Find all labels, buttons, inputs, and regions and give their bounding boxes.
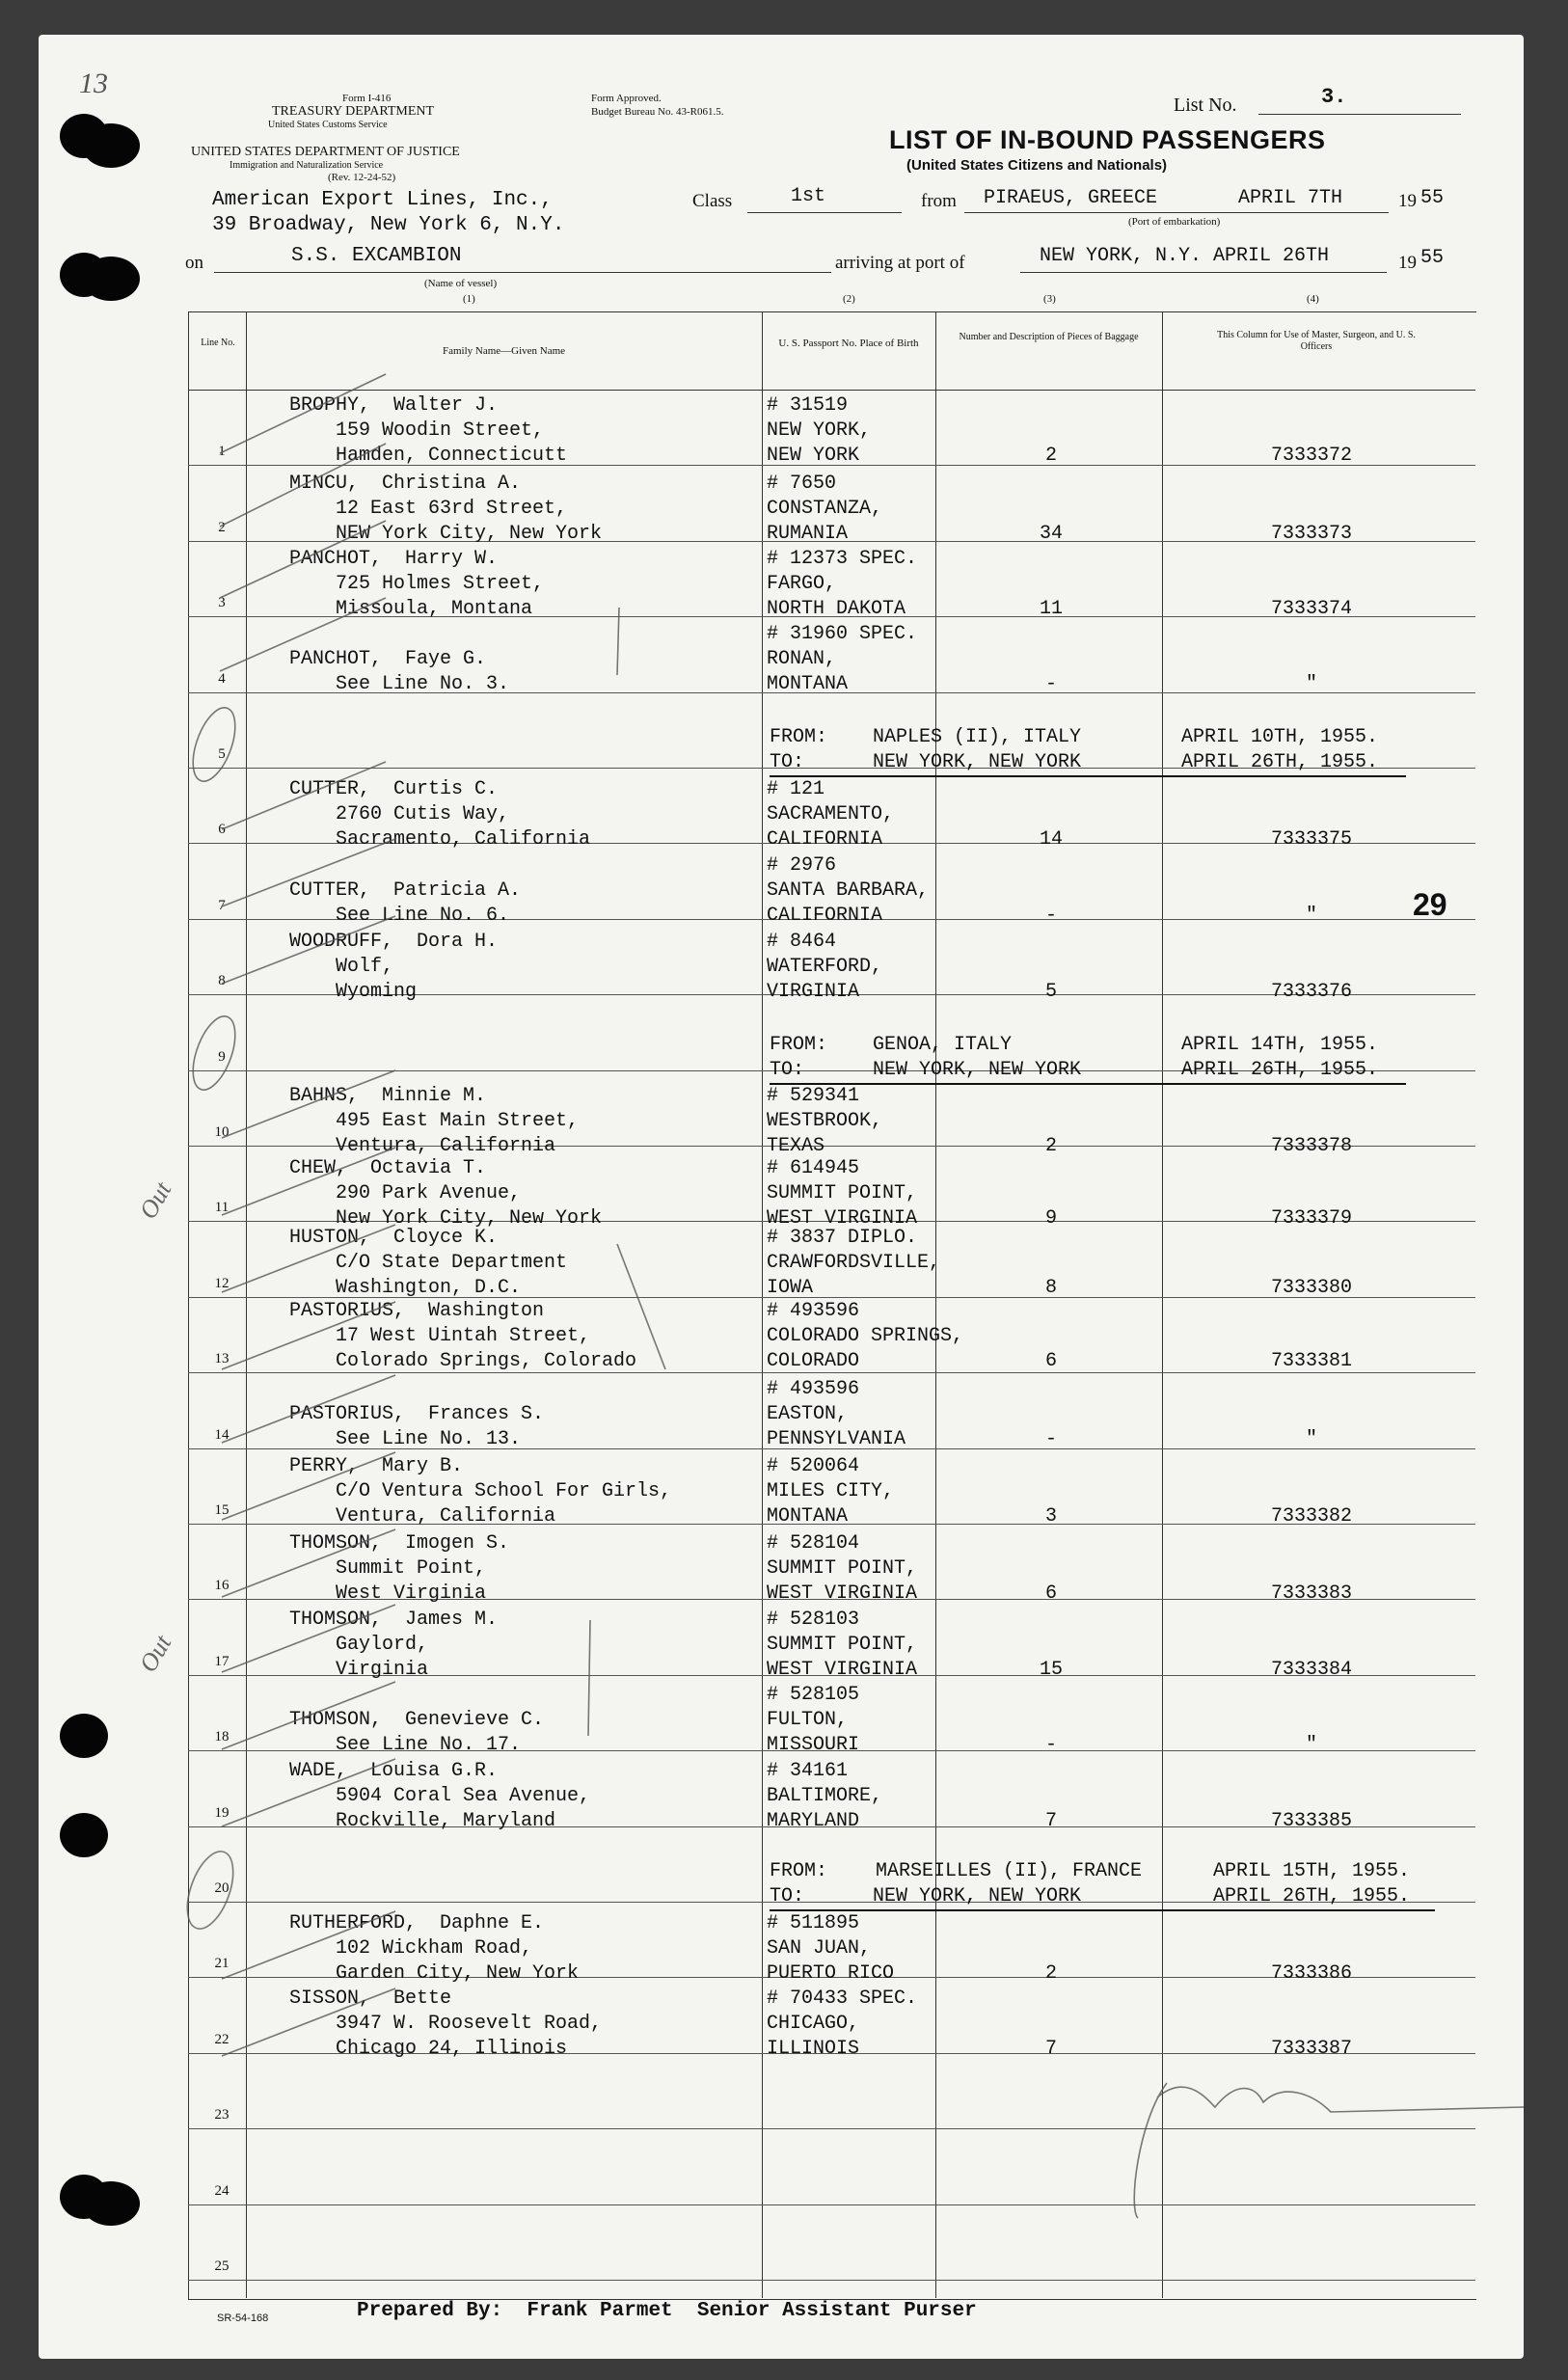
from-label: from [921, 191, 957, 211]
baggage-count: - [1044, 905, 1057, 927]
route-to-label: TO: [770, 751, 805, 773]
vessel-name: S.S. EXCAMBION [291, 245, 462, 267]
passport-birthplace: # 493596 COLORADO SPRINGS, COLORADO [767, 1300, 964, 1372]
baggage-count: 34 [1039, 523, 1063, 545]
line-number: 13 [214, 1351, 230, 1367]
col-header-baggage: Number and Description of Pieces of Baggage [959, 332, 1139, 342]
customs-label: United States Customs Service [268, 120, 388, 130]
officer-number: 7333382 [1270, 1505, 1352, 1528]
route-to-date: APRIL 26TH, 1955. [1181, 751, 1379, 773]
class-label: Class [692, 191, 733, 211]
officer-number: 7333375 [1270, 828, 1352, 851]
baggage-count: - [1044, 1428, 1057, 1450]
company-line2: 39 Broadway, New York 6, N.Y. [212, 214, 565, 236]
officer-number: 7333376 [1270, 981, 1352, 1003]
officer-number: 7333383 [1270, 1582, 1352, 1605]
passport-birthplace: # 529341 WESTBROOK, TEXAS [767, 1085, 883, 1157]
passenger-name-address: RUTHERFORD, Daphne E. 102 Wickham Road, Garden City, New York [289, 1912, 580, 1985]
route-underline [770, 1909, 1435, 1911]
line-number: 16 [214, 1578, 230, 1594]
route-underline [770, 775, 1406, 777]
passenger-name-address: PANCHOT, Faye G. See Line No. 3. [289, 648, 510, 695]
line-number: 25 [214, 2258, 230, 2274]
baggage-count: 2 [1044, 1135, 1057, 1157]
baggage-count: - [1044, 1734, 1057, 1756]
form-title: LIST OF IN-BOUND PASSENGERS [889, 125, 1326, 154]
line-number: 22 [214, 2031, 230, 2047]
line-number: 18 [214, 1729, 230, 1745]
line-number: 5 [218, 746, 226, 762]
baggage-count: 2 [1044, 445, 1057, 467]
officer-number: 7333385 [1270, 1810, 1352, 1832]
passport-birthplace: # 528104 SUMMIT POINT, WEST VIRGINIA [767, 1532, 918, 1605]
passport-birthplace: # 8464 WATERFORD, VIRGINIA [767, 931, 883, 1003]
corner-mark: 13 [79, 68, 108, 99]
baggage-count: 11 [1039, 598, 1063, 620]
list-no-label: List No. [1174, 95, 1237, 116]
arr-year: 55 [1420, 247, 1445, 269]
baggage-count: 15 [1039, 1659, 1063, 1681]
passport-birthplace: # 528103 SUMMIT POINT, WEST VIRGINIA [767, 1609, 918, 1681]
passport-birthplace: # 31519 NEW YORK, NEW YORK [767, 394, 872, 467]
baggage-count: 8 [1044, 1277, 1057, 1299]
officer-number: " [1305, 905, 1317, 927]
route-to-place: NEW YORK, NEW YORK [873, 1885, 1082, 1907]
officer-number: 7333381 [1270, 1350, 1352, 1372]
col-number-4: (4) [1307, 293, 1319, 305]
form-subtitle: (United States Citizens and Nationals) [906, 157, 1168, 174]
line-number: 8 [218, 973, 226, 989]
officer-number: 7333384 [1270, 1659, 1352, 1681]
form-number: Form I-416 [342, 93, 392, 104]
list-no-value: 3. [1321, 85, 1347, 109]
vessel-label: (Name of vessel) [424, 278, 498, 289]
binder-hole [82, 257, 140, 301]
col-header-passport: U. S. Passport No. Place of Birth [778, 338, 919, 349]
ins-label: Immigration and Naturalization Service [230, 160, 384, 171]
passenger-name-address: WADE, Louisa G.R. 5904 Coral Sea Avenue, Rockville, Maryland [289, 1760, 591, 1832]
passport-birthplace: # 34161 BALTIMORE, MARYLAND [767, 1760, 883, 1832]
passenger-name-address: THOMSON, Genevieve C. See Line No. 17. [289, 1709, 545, 1756]
line-number: 2 [218, 519, 226, 535]
line-number: 23 [214, 2107, 230, 2123]
officer-number: 7333372 [1270, 445, 1352, 467]
binder-hole [82, 123, 140, 168]
officer-number: 7333379 [1270, 1207, 1352, 1230]
treasury-label: TREASURY DEPARTMENT [272, 104, 435, 119]
line-number: 17 [214, 1653, 230, 1669]
baggage-count: 6 [1044, 1350, 1057, 1372]
route-to-place: NEW YORK, NEW YORK [873, 751, 1082, 773]
route-from-date: APRIL 10TH, 1955. [1181, 726, 1379, 748]
col-header-name: Family Name—Given Name [442, 345, 566, 357]
baggage-count: 2 [1044, 1962, 1057, 1985]
passenger-name-address: WOODRUFF, Dora H. Wolf, Wyoming [289, 931, 499, 1003]
line-number: 20 [214, 1880, 230, 1896]
officer-number: " [1305, 1734, 1317, 1756]
company-line1: American Export Lines, Inc., [212, 189, 553, 211]
route-to-label: TO: [770, 1059, 805, 1081]
line-number: 11 [214, 1200, 230, 1216]
route-to-label: TO: [770, 1885, 805, 1907]
route-from-label: FROM: [770, 1034, 828, 1056]
route-from-place: GENOA, ITALY [873, 1034, 1013, 1056]
binder-hole [60, 1714, 108, 1758]
class-value: 1st [791, 185, 826, 207]
officer-number: 7333387 [1270, 2038, 1352, 2060]
passenger-name-address: PASTORIUS, Washington 17 West Uintah Street, Colorado Springs, Colorado [289, 1300, 637, 1372]
baggage-count: 7 [1044, 1810, 1057, 1832]
binder-hole [82, 2181, 140, 2226]
passenger-name-address: HUSTON, Cloyce K. C/O State Department Washington, D.C. [289, 1227, 568, 1299]
passenger-name-address: CUTTER, Curtis C. 2760 Cutis Way, Sacramento, California [289, 778, 591, 851]
baggage-count: - [1044, 673, 1057, 695]
arr-year-prefix: 19 [1398, 253, 1417, 273]
officer-number: 7333374 [1270, 598, 1352, 620]
route-from-date: APRIL 15TH, 1955. [1213, 1860, 1411, 1882]
col-header-officers: This Column for Use of Master, Surgeon, and U. S. Officers [1217, 330, 1416, 352]
officer-number: 7333386 [1270, 1962, 1352, 1985]
revision-label: (Rev. 12-24-52) [328, 172, 396, 183]
justice-label: UNITED STATES DEPARTMENT OF JUSTICE [191, 145, 460, 159]
port-embark-label: (Port of embarkation) [1128, 216, 1221, 228]
budget-bureau: Budget Bureau No. 43-R061.5. [591, 106, 724, 118]
line-number: 3 [218, 595, 226, 611]
row-divider [188, 2128, 1475, 2129]
passenger-name-address: THOMSON, James M. Gaylord, Virginia [289, 1609, 499, 1681]
passport-birthplace: # 31960 SPEC. RONAN, MONTANA [767, 623, 918, 695]
passport-birthplace: # 12373 SPEC. FARGO, NORTH DAKOTA [767, 548, 918, 620]
row-divider [188, 2204, 1475, 2205]
margin-note-out-2: Out [133, 1630, 177, 1677]
col-number-3: (3) [1043, 293, 1056, 305]
form-approved: Form Approved. [591, 93, 662, 104]
passport-birthplace: # 2976 SANTA BARBARA, CALIFORNIA [767, 854, 930, 927]
passenger-name-address: THOMSON, Imogen S. Summit Point, West Virginia [289, 1532, 510, 1605]
form-code: SR-54-168 [217, 2312, 269, 2324]
route-to-date: APRIL 26TH, 1955. [1181, 1059, 1379, 1081]
margin-count: 29 [1413, 887, 1447, 922]
passenger-name-address: CHEW, Octavia T. 290 Park Avenue, New York City, New York [289, 1157, 603, 1230]
passport-birthplace: # 520064 MILES CITY, MONTANA [767, 1455, 895, 1528]
row-divider [188, 2280, 1475, 2281]
passport-birthplace: # 7650 CONSTANZA, RUMANIA [767, 473, 883, 545]
passport-birthplace: # 3837 DIPLO. CRAWFORDSVILLE, IOWA [767, 1227, 941, 1299]
officer-number: 7333378 [1270, 1135, 1352, 1157]
officer-number: " [1305, 673, 1317, 695]
route-from-date: APRIL 14TH, 1955. [1181, 1034, 1379, 1056]
line-number: 1 [218, 444, 226, 460]
passport-birthplace: # 511895 SAN JUAN, PUERTO RICO [767, 1912, 895, 1985]
route-from-place: MARSEILLES (II), FRANCE [876, 1860, 1143, 1882]
route-to-place: NEW YORK, NEW YORK [873, 1059, 1082, 1081]
arrival-port: NEW YORK, N.Y. APRIL 26TH [1040, 245, 1330, 267]
passenger-name-address: SISSON, Bette 3947 W. Roosevelt Road, Chicago 24, Illinois [289, 1988, 603, 2060]
baggage-count: 9 [1044, 1207, 1057, 1230]
line-number: 7 [218, 897, 226, 913]
baggage-count: 3 [1044, 1505, 1057, 1528]
officer-number: 7333373 [1270, 523, 1352, 545]
line-number: 21 [214, 1956, 230, 1972]
from-year-prefix: 19 [1398, 191, 1417, 211]
passport-birthplace: # 528105 FULTON, MISSOURI [767, 1684, 860, 1756]
route-from-place: NAPLES (II), ITALY [873, 726, 1082, 748]
embark-port: PIRAEUS, GREECE APRIL 7TH [984, 187, 1343, 209]
baggage-count: 14 [1039, 828, 1063, 851]
line-number: 15 [214, 1502, 230, 1518]
on-label: on [185, 253, 203, 273]
route-to-date: APRIL 26TH, 1955. [1213, 1885, 1411, 1907]
binder-hole [60, 1813, 108, 1857]
line-number: 4 [218, 670, 226, 687]
passenger-name-address: CUTTER, Patricia A. See Line No. 6. [289, 879, 522, 927]
line-number: 10 [214, 1124, 230, 1140]
passenger-name-address: BROPHY, Walter J. 159 Woodin Street, Hamden, Connecticutt [289, 394, 568, 467]
baggage-count: 7 [1044, 2038, 1057, 2060]
passport-birthplace: # 121 SACRAMENTO, CALIFORNIA [767, 778, 895, 851]
passenger-name-address: BAHNS, Minnie M. 495 East Main Street, Ventura, California [289, 1085, 580, 1157]
passenger-name-address: PERRY, Mary B. C/O Ventura School For Girls, Ventura, California [289, 1455, 672, 1528]
route-from-label: FROM: [770, 726, 828, 748]
route-underline [770, 1083, 1406, 1085]
col-number-2: (2) [843, 293, 855, 305]
line-number: 12 [214, 1275, 230, 1291]
route-from-label: FROM: [770, 1860, 828, 1882]
col-number-1: (1) [463, 293, 475, 305]
line-number: 19 [214, 1804, 230, 1821]
line-number: 14 [214, 1426, 230, 1443]
baggage-count: 6 [1044, 1582, 1057, 1605]
margin-note-out-1: Out [133, 1176, 177, 1224]
line-number: 24 [214, 2182, 230, 2199]
prepared-by: Prepared By: Frank Parmet Senior Assistant Purser [357, 2300, 977, 2322]
officer-number: 7333380 [1270, 1277, 1352, 1299]
from-year: 55 [1420, 187, 1445, 209]
passport-birthplace: # 493596 EASTON, PENNSYLVANIA [767, 1378, 906, 1450]
col-header-line-no: Line No. [201, 338, 235, 348]
passport-birthplace: # 70433 SPEC. CHICAGO, ILLINOIS [767, 1988, 918, 2060]
passenger-name-address: MINCU, Christina A. 12 East 63rd Street, NEW York City, New York [289, 473, 603, 545]
line-number: 9 [218, 1048, 226, 1065]
passenger-name-address: PANCHOT, Harry W. 725 Holmes Street, Missoula, Montana [289, 548, 545, 620]
passenger-name-address: PASTORIUS, Frances S. See Line No. 13. [289, 1403, 545, 1450]
officer-number: " [1305, 1428, 1317, 1450]
passport-birthplace: # 614945 SUMMIT POINT, WEST VIRGINIA [767, 1157, 918, 1230]
arriving-label: arriving at port of [835, 253, 965, 273]
baggage-count: 5 [1044, 981, 1057, 1003]
line-number: 6 [218, 822, 226, 838]
